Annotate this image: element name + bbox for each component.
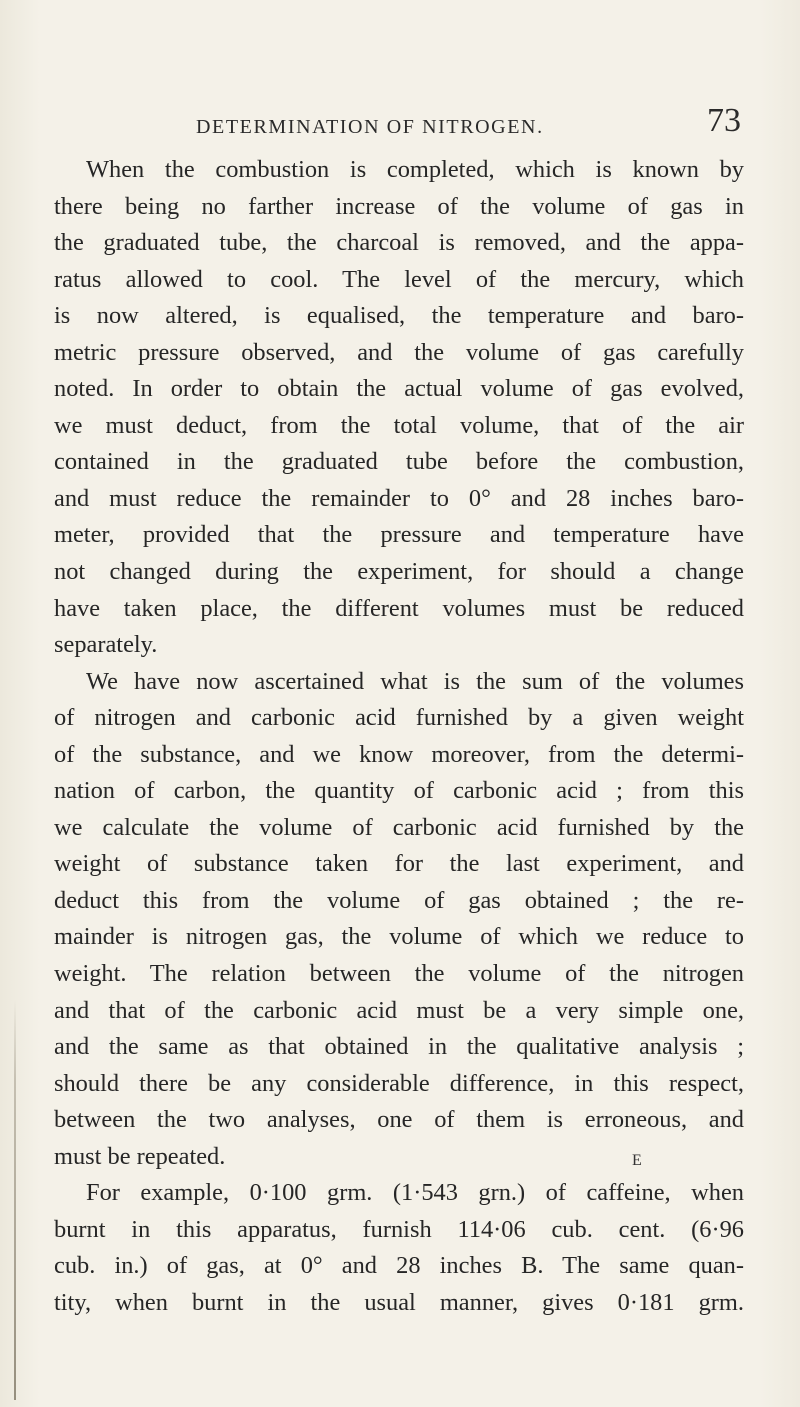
text-line: contained in the graduated tube before the combustion,: [54, 448, 744, 476]
text-line: weight of substance taken for the last experiment, and: [54, 850, 744, 878]
text-line: and must reduce the remainder to 0° and 28 inches baro-: [54, 484, 744, 512]
text-line: we must deduct, from the total volume, that of the air: [54, 411, 744, 439]
text-line: should there be any considerable difference, in this respect,: [54, 1069, 744, 1097]
text-line: is now altered, is equalised, the temperature and baro-: [54, 302, 744, 330]
text-line: We have now ascertained what is the sum of the volumes: [86, 667, 744, 695]
text-line: meter, provided that the pressure and temperature have: [54, 521, 744, 549]
text-line: the graduated tube, the charcoal is removed, and the appa-: [54, 229, 744, 257]
text-line: and that of the carbonic acid must be a very simple one,: [54, 996, 744, 1024]
text-line: we calculate the volume of carbonic acid furnished by the: [54, 813, 744, 841]
text-line: ratus allowed to cool. The level of the mercury, which: [54, 265, 744, 293]
text-line: and the same as that obtained in the qualitative analysis ;: [54, 1033, 744, 1061]
text-line: For example, 0·100 grm. (1·543 grn.) of caffeine, when: [86, 1179, 744, 1207]
running-head: [0, 104, 800, 144]
text-line: noted. In order to obtain the actual volume of gas evolved,: [54, 375, 744, 403]
text-line: tity, when burnt in the usual manner, gives 0·181 grm.: [54, 1288, 744, 1316]
text-line: mainder is nitrogen gas, the volume of which we reduce to: [54, 923, 744, 951]
text-line: there being no farther increase of the volume of gas in: [54, 192, 744, 220]
text-line: must be repeated.: [54, 1142, 226, 1170]
text-line: of the substance, and we know moreover, from the determi-: [54, 740, 744, 768]
text-line: cub. in.) of gas, at 0° and 28 inches B. The same quan-: [54, 1252, 744, 1280]
text-line: not changed during the experiment, for should a change: [54, 558, 744, 586]
text-line: burnt in this apparatus, furnish 114·06 cub. cent. (6·96: [54, 1215, 744, 1243]
signature-mark: E: [632, 1152, 643, 1169]
text-line: nation of carbon, the quantity of carbonic acid ; from this: [54, 777, 744, 805]
running-head-title: DETERMINATION OF NITROGEN.: [196, 116, 544, 138]
text-line: of nitrogen and carbonic acid furnished by a given weight: [54, 704, 744, 732]
page-number: 73: [707, 102, 741, 139]
text-line: metric pressure observed, and the volume of gas carefully: [54, 338, 744, 366]
text-line: have taken place, the different volumes must be reduced: [54, 594, 744, 622]
text-line: between the two analyses, one of them is erroneous, and: [54, 1106, 744, 1134]
text-line: deduct this from the volume of gas obtained ; the re-: [54, 886, 744, 914]
text-line: When the combustion is completed, which is known by: [86, 156, 744, 183]
gutter-shadow: [14, 1000, 16, 1400]
body-text: [54, 152, 744, 1322]
text-line: weight. The relation between the volume of the nitrogen: [54, 960, 744, 988]
text-line: separately.: [54, 631, 158, 659]
